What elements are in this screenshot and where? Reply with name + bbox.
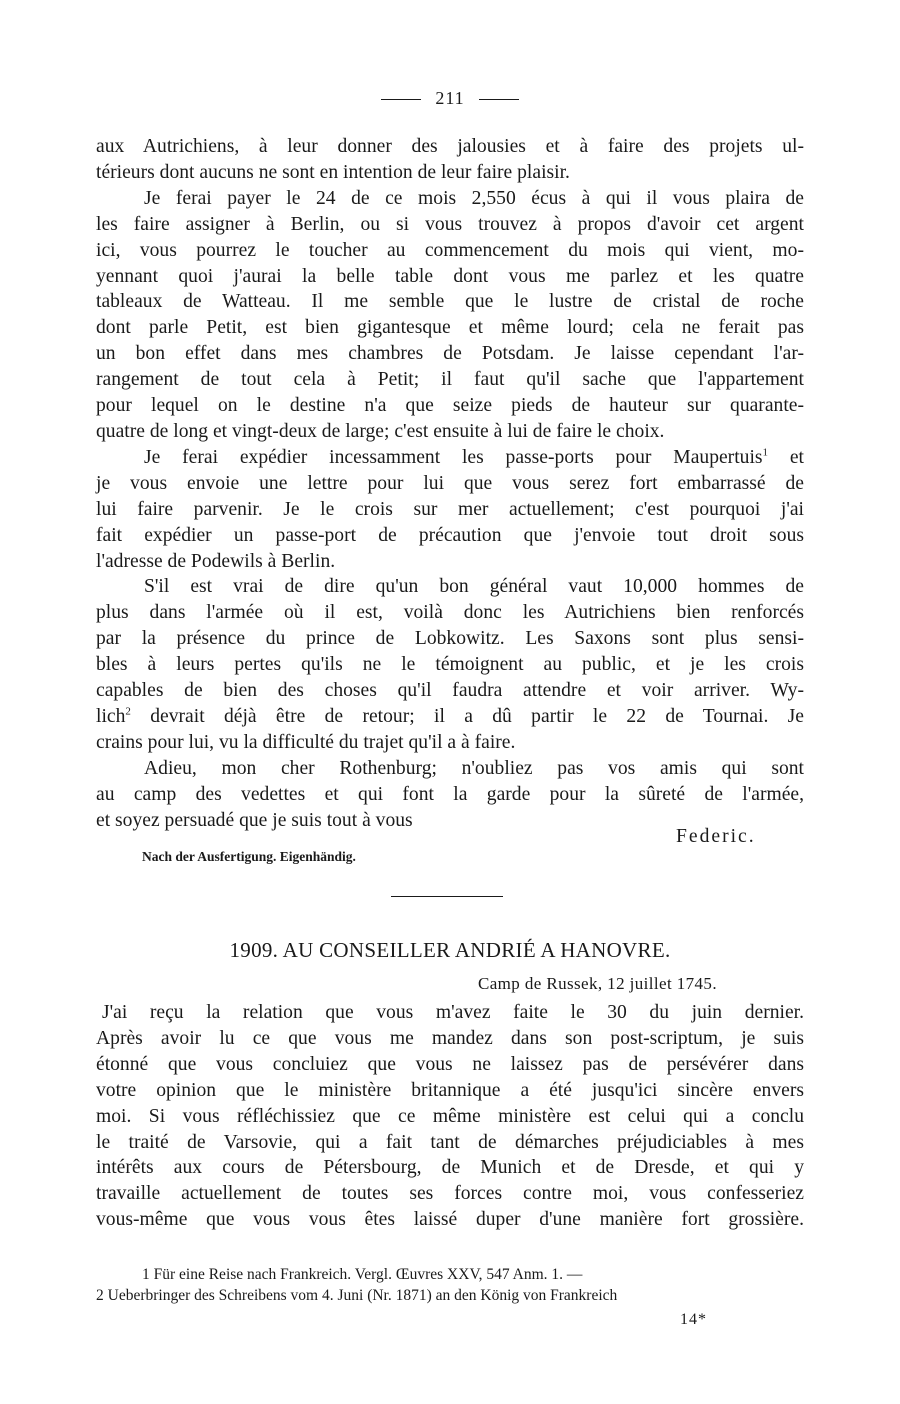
text-fragment: devrait déjà être de retour; il a dû partir le 22 de Tournai. Je — [150, 705, 805, 727]
sheet-mark: 14* — [680, 1311, 707, 1328]
text-line: l'adresse de Podewils à Berlin. — [96, 550, 336, 572]
text-line: aux Autrichiens, à leur donner des jalousies et à faire des projets ul- — [96, 136, 804, 157]
text-line: plus dans l'armée où il est, voilà donc les Autrichiens bien renforcés — [96, 602, 804, 624]
text-line: tableaux de Watteau. Il me semble que le lustre de cristal de roche — [96, 291, 804, 313]
text-line: je vous envoie une lettre pour lui que vous serez fort embarrassé de — [96, 472, 804, 494]
text-line: par la présence du prince de Lobkowitz. Les Saxons sont plus sensi- — [96, 628, 804, 650]
text-line: les faire assigner à Berlin, ou si vous trouvez à propos d'avoir cet argent — [96, 213, 804, 235]
dateline: Camp de Russek, 12 juillet 1745. — [478, 974, 717, 993]
text-line: rangement de tout cela à Petit; il faut qu'il sache que l'appartement — [96, 369, 804, 391]
text-line: bles à leurs pertes qu'ils ne le témoignent au public, et je les crois — [96, 654, 804, 676]
text-fragment: et — [768, 446, 804, 468]
letter-body-2 — [96, 1000, 804, 1233]
text-line: dont parle Petit, est bien gigantesque et même lourd; cela ne ferait pas — [96, 317, 804, 339]
text-line: et soyez persuadé que je suis tout à vous — [96, 809, 413, 831]
text-line-with-footnote — [96, 445, 804, 471]
text-line: intérêts aux cours de Pétersbourg, de Munich et de Dresde, et qui y — [96, 1157, 804, 1179]
section-divider — [391, 896, 503, 897]
text-line-with-footnote — [96, 704, 804, 730]
text-line: S'il est vrai de dire qu'un bon général vaut 10,000 hommes de — [144, 576, 804, 598]
text-line: étonné que vous concluiez que vous ne laissez pas de persévérer dans — [96, 1053, 804, 1075]
text-line: crains pour lui, vu la difficulté du trajet qu'il a à faire. — [96, 731, 516, 753]
text-line: votre opinion que le ministère britannique a été jusqu'ici sincère envers — [96, 1079, 804, 1101]
text-line: capables de bien des choses qu'il faudra attendre et voir arriver. Wy- — [96, 680, 804, 702]
footnote-ref-1: 1 — [762, 446, 769, 459]
text-line: un bon effet dans mes chambres de Potsdam. Je laisse cependant l'ar- — [96, 343, 804, 365]
footnote-2: 2 Ueberbringer des Schreibens vom 4. Juni (Nr. 1871) an den König von Frankreich — [96, 1287, 618, 1304]
footnote-1: 1 Für eine Reise nach Frankreich. Vergl. Œuvres XXV, 547 Anm. 1. — — [142, 1266, 583, 1283]
page-number: 211 — [435, 88, 465, 108]
text-line: moi. Si vous réfléchissiez que ce même ministère est celui qui a conclu — [96, 1105, 804, 1127]
page-header — [96, 88, 804, 109]
text-fragment: lich — [96, 705, 126, 727]
text-line: vous-même que vous vous êtes laissé duper d'une manière fort grossière. — [96, 1209, 804, 1231]
text-line: travaille actuellement de toutes ses forces contre moi, vous confesseriez — [96, 1183, 804, 1205]
text-line: Adieu, mon cher Rothenburg; n'oubliez pas vos amis qui sont — [144, 757, 804, 779]
letter-body — [96, 134, 804, 833]
text-fragment: Je ferai expédier incessamment les passe-ports pour Maupertuis — [144, 446, 763, 468]
text-line: fait expédier un passe-port de précaution que j'envoie tout droit sous — [96, 524, 804, 546]
text-line: Après avoir lu ce que vous me mandez dans son post-scriptum, je suis — [96, 1027, 804, 1049]
source-note: Nach der Ausfertigung. Eigenhändig. — [142, 849, 356, 864]
header-rule-left — [381, 99, 421, 100]
text-line: pour lequel on le destine n'a que seize pieds de hauteur sur quarante- — [96, 395, 804, 417]
letter-heading: 1909. AU CONSEILLER ANDRIÉ A HANOVRE. — [229, 938, 671, 962]
text-line: lui faire parvenir. Je le crois sur mer actuellement; c'est pourquoi j'ai — [96, 498, 804, 520]
text-line: térieurs dont aucuns ne sont en intention de leur faire plaisir. — [96, 161, 570, 183]
text-line: J'ai reçu la relation que vous m'avez faite le 30 du juin dernier. — [102, 1002, 804, 1023]
footnote-ref-2: 2 — [125, 705, 131, 718]
text-line: au camp des vedettes et qui font la garde pour la sûreté de l'armée, — [96, 783, 804, 805]
header-rule-right — [479, 99, 519, 100]
text-line: yennant quoi j'aurai la belle table dont vous me parlez et les quatre — [96, 265, 804, 287]
text-line: ici, vous pourrez le toucher au commencement du mois qui vient, mo- — [96, 239, 804, 261]
signature: Federic. — [676, 826, 756, 847]
text-line: le traité de Varsovie, qui a fait tant de démarches préjudiciables à mes — [96, 1131, 804, 1153]
text-line: Je ferai payer le 24 de ce mois 2,550 écus à qui il vous plaira de — [144, 187, 804, 209]
text-line: quatre de long et vingt-deux de large; c'est ensuite à lui de faire le choix. — [96, 420, 665, 442]
